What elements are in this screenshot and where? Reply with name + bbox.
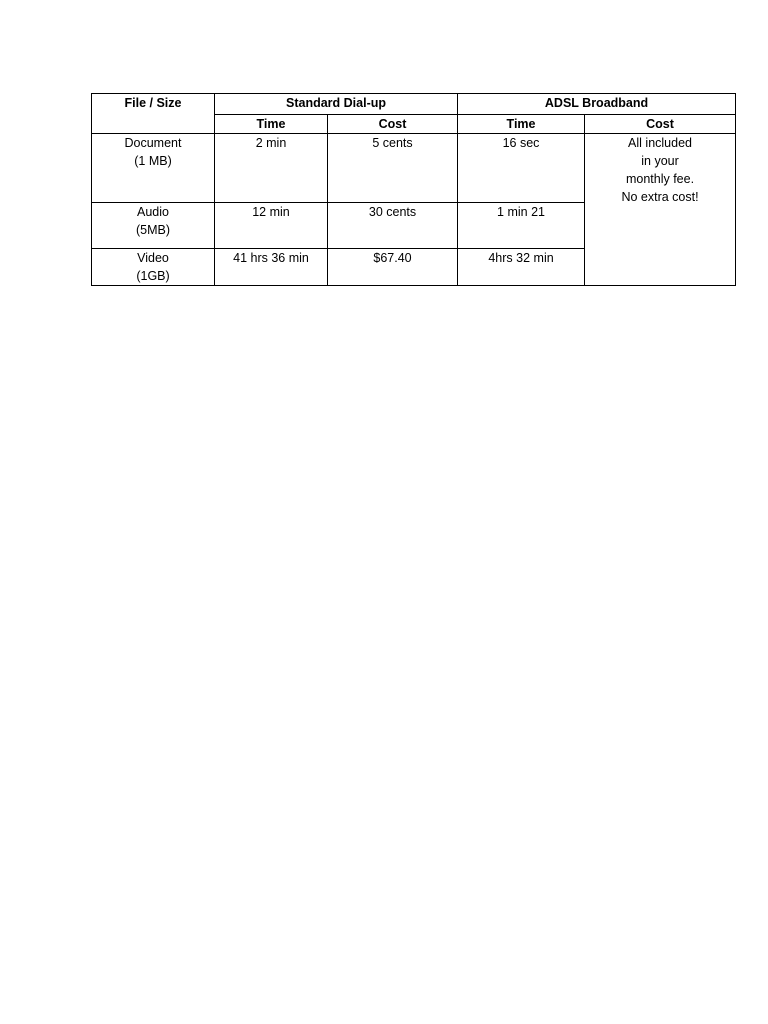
file-cell: Document (1 MB) [92, 134, 215, 203]
dialup-time-header: Time [215, 115, 328, 134]
dialup-time-cell: 41 hrs 36 min [215, 249, 328, 286]
file-cell: Audio (5MB) [92, 203, 215, 249]
broadband-group-header: ADSL Broadband [458, 94, 736, 115]
dialup-group-header: Standard Dial-up [215, 94, 458, 115]
dialup-cost-cell: 30 cents [328, 203, 458, 249]
dialup-time-cell: 2 min [215, 134, 328, 203]
dialup-time-cell: 12 min [215, 203, 328, 249]
file-cell: Video (1GB) [92, 249, 215, 286]
broadband-time-cell: 4hrs 32 min [458, 249, 585, 286]
table-row [92, 134, 736, 203]
broadband-cost-header: Cost [585, 115, 736, 134]
broadband-time-header: Time [458, 115, 585, 134]
dialup-cost-header: Cost [328, 115, 458, 134]
dialup-cost-cell: 5 cents [328, 134, 458, 203]
table-header-row [92, 94, 736, 115]
broadband-time-cell: 16 sec [458, 134, 585, 203]
dialup-cost-cell: $67.40 [328, 249, 458, 286]
broadband-cost-cell: All included in your monthly fee. No extra cost! [585, 134, 736, 286]
broadband-time-cell: 1 min 21 [458, 203, 585, 249]
comparison-table [91, 93, 736, 286]
file-size-header: File / Size [92, 94, 215, 134]
